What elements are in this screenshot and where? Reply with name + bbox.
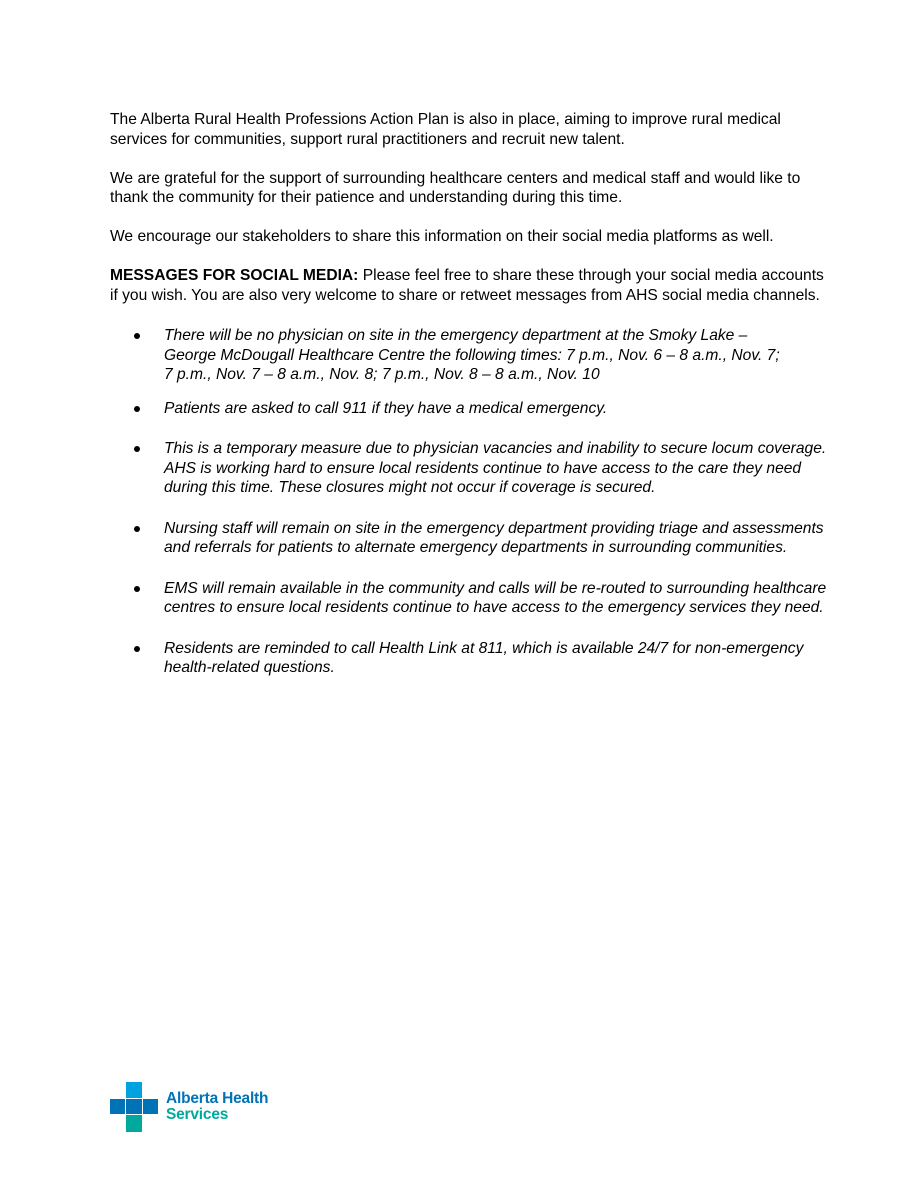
list-item — [110, 579, 830, 618]
paragraph-social-media — [110, 266, 830, 305]
ahs-logo-text — [166, 1091, 268, 1123]
list-item — [110, 439, 830, 498]
list-item-text: Patients are asked to call 911 if they have a medical emergency. — [164, 399, 608, 417]
list-item-text: This is a temporary measure due to physician vacancies and inability to secure locum coverage. AHS is working hard to ensure local residents continue to have access to the care they need during this time. These closures might not occur if coverage is secured. — [164, 440, 827, 496]
list-item-text: EMS will remain available in the community and calls will be re-routed to surrounding healthcare centres to ensure local residents continue to have access to the emergency services they need. — [164, 579, 827, 616]
social-messages-list — [110, 326, 830, 678]
logo-line-2: Services — [166, 1106, 229, 1123]
bullet-icon — [134, 586, 140, 592]
bullet-icon — [134, 333, 140, 339]
list-item — [110, 519, 830, 558]
list-item-text: There will be no physician on site in the emergency department at the Smoky Lake – George McDougall Healthcare Centre the following times: 7 p.m., Nov. 6 – 8 a.m., Nov. 7; 7 p.m., Nov. 7 – 8 a.m., Nov. 8; 7 p.m., Nov. 8 – 8 a.m., Nov. 10 — [164, 327, 780, 383]
paragraph-encourage-sharing: We encourage our stakeholders to share this information on their social media platforms as well. — [110, 228, 774, 245]
logo-line-1: Alberta Health — [166, 1090, 269, 1107]
paragraph-gratitude: We are grateful for the support of surrounding healthcare centers and medical staff and would like to thank the community for their patience and understanding during this time. — [110, 169, 801, 206]
ahs-logo — [110, 1082, 268, 1132]
bullet-icon — [134, 406, 140, 412]
document-body — [110, 110, 830, 678]
list-item-text: Nursing staff will remain on site in the emergency department providing triage and assessments and referrals for patients to alternate emergency departments in surrounding communities. — [164, 519, 824, 556]
bullet-icon — [134, 526, 140, 532]
bullet-icon — [134, 646, 140, 652]
social-media-text: Please feel free to share these through your social media accounts if you wish. You are also very welcome to share or retweet messages from AHS social media channels. — [110, 267, 824, 304]
list-item-text: Residents are reminded to call Health Link at 811, which is available 24/7 for non-emergency health-related questions. — [164, 639, 804, 676]
paragraph-action-plan: The Alberta Rural Health Professions Action Plan is also in place, aiming to improve rural medical services for communities, support rural practitioners and recruit new talent. — [110, 111, 781, 148]
social-media-heading: MESSAGES FOR SOCIAL MEDIA: — [110, 267, 359, 284]
bullet-icon — [134, 446, 140, 452]
list-item — [110, 399, 830, 419]
ahs-cross-icon — [110, 1082, 158, 1132]
list-item — [110, 326, 784, 385]
list-item — [110, 639, 830, 678]
